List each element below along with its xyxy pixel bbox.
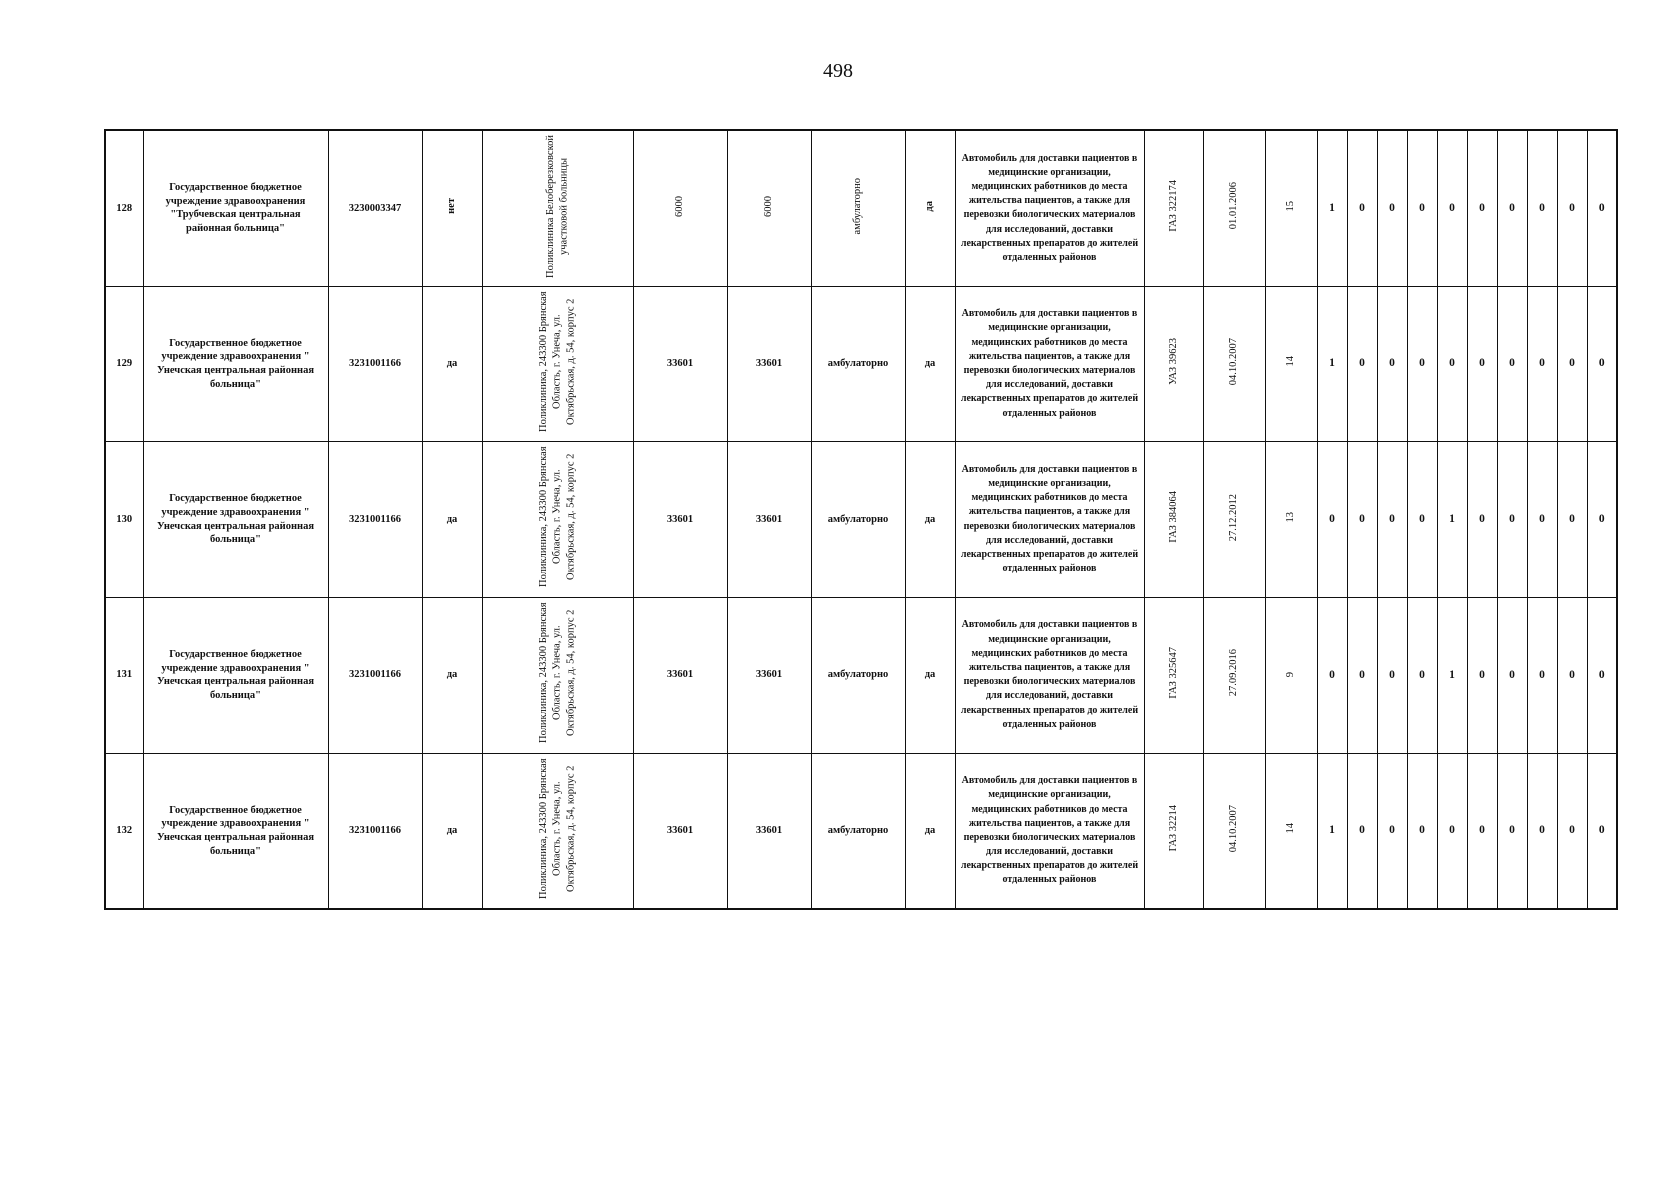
row-number-cell: 130 — [105, 442, 143, 598]
vehicle-model-cell — [1144, 597, 1203, 753]
oktmo-second-cell — [727, 130, 811, 286]
count-cell: 0 — [1377, 130, 1407, 286]
count-cell: 0 — [1437, 130, 1467, 286]
count-cell: 0 — [1467, 442, 1497, 598]
row-number-cell: 129 — [105, 286, 143, 442]
date-cell-text: 27.12.2012 — [1228, 493, 1240, 541]
inn-cell: 3231001166 — [328, 286, 422, 442]
age-cell — [1265, 442, 1317, 598]
age-cell-text: 9 — [1285, 672, 1297, 678]
organization-cell: Государственное бюджетное учреждение здравоохранения " Унечская центральная районная больница" — [143, 442, 328, 598]
count-cell: 0 — [1347, 286, 1377, 442]
yes-cell: да — [905, 753, 955, 909]
oktmo-second-cell-text: 6000 — [763, 195, 775, 217]
care-type-cell: амбулаторно — [811, 286, 905, 442]
table-row — [105, 286, 1617, 442]
vehicle-register-table — [104, 129, 1618, 910]
yes-cell — [905, 130, 955, 286]
age-cell-text: 14 — [1285, 356, 1297, 367]
date-cell-text: 01.01.2006 — [1228, 182, 1240, 230]
address-cell — [482, 442, 633, 598]
care-type-cell — [811, 130, 905, 286]
vehicle-model-cell-text: УАЗ 39623 — [1167, 338, 1179, 386]
yes-cell: да — [905, 442, 955, 598]
address-cell-text: Поликлиника, 243300 Брянская Область, г. Унеча, ул. Октябрьская, д. 54, корпус 2 — [538, 291, 577, 432]
vehicle-model-cell — [1144, 286, 1203, 442]
count-cell: 0 — [1587, 442, 1617, 598]
age-cell-text: 13 — [1285, 512, 1297, 523]
date-cell — [1203, 286, 1265, 442]
table-row — [105, 597, 1617, 753]
flag-cell: да — [422, 753, 482, 909]
flag-cell: да — [422, 286, 482, 442]
vehicle-model-cell — [1144, 130, 1203, 286]
date-cell — [1203, 130, 1265, 286]
row-number-cell: 131 — [105, 597, 143, 753]
count-cell: 0 — [1377, 597, 1407, 753]
vehicle-model-cell — [1144, 442, 1203, 598]
count-cell: 0 — [1467, 597, 1497, 753]
count-cell: 1 — [1437, 442, 1467, 598]
oktmo-cell — [633, 130, 727, 286]
count-cell: 0 — [1437, 753, 1467, 909]
count-cell: 1 — [1317, 286, 1347, 442]
count-cell: 0 — [1587, 286, 1617, 442]
table-row — [105, 753, 1617, 909]
oktmo-second-cell: 33601 — [727, 286, 811, 442]
date-cell-text: 04.10.2007 — [1228, 338, 1240, 386]
purpose-cell: Автомобиль для доставки пациентов в медицинские организации, медицинских работников до места жительства пациентов, а также для перевозки биологических материалов для исследований, доставки лекарственных препаратов до жителей отдаленных районов — [955, 286, 1144, 442]
count-cell: 0 — [1317, 597, 1347, 753]
count-cell: 0 — [1497, 597, 1527, 753]
count-cell: 0 — [1317, 442, 1347, 598]
count-cell: 0 — [1407, 753, 1437, 909]
page-number: 498 — [823, 60, 853, 82]
organization-cell: Государственное бюджетное учреждение здравоохранения " Унечская центральная районная больница" — [143, 597, 328, 753]
organization-cell: Государственное бюджетное учреждение здравоохранения " Унечская центральная районная больница" — [143, 753, 328, 909]
care-type-cell-text: амбулаторно — [852, 177, 864, 235]
count-cell: 0 — [1347, 753, 1377, 909]
count-cell: 0 — [1347, 442, 1377, 598]
count-cell: 0 — [1467, 753, 1497, 909]
address-cell — [482, 130, 633, 286]
address-cell-text: Поликлиника, 243300 Брянская Область, г. Унеча, ул. Октябрьская, д. 54, корпус 2 — [538, 447, 577, 588]
count-cell: 0 — [1587, 753, 1617, 909]
date-cell — [1203, 753, 1265, 909]
age-cell — [1265, 286, 1317, 442]
count-cell: 0 — [1467, 286, 1497, 442]
vehicle-model-cell-text: ГАЗ 32214 — [1167, 805, 1179, 852]
count-cell: 0 — [1557, 597, 1587, 753]
count-cell: 0 — [1407, 130, 1437, 286]
count-cell: 0 — [1557, 286, 1587, 442]
date-cell-text: 27.09.2016 — [1228, 649, 1240, 697]
count-cell: 0 — [1497, 442, 1527, 598]
oktmo-cell: 33601 — [633, 597, 727, 753]
count-cell: 0 — [1587, 130, 1617, 286]
table-row — [105, 130, 1617, 286]
count-cell: 0 — [1377, 442, 1407, 598]
inn-cell: 3231001166 — [328, 442, 422, 598]
vehicle-model-cell — [1144, 753, 1203, 909]
oktmo-second-cell: 33601 — [727, 442, 811, 598]
count-cell: 0 — [1527, 286, 1557, 442]
inn-cell: 3230003347 — [328, 130, 422, 286]
yes-cell: да — [905, 286, 955, 442]
count-cell: 0 — [1347, 130, 1377, 286]
count-cell: 0 — [1557, 753, 1587, 909]
count-cell: 0 — [1377, 286, 1407, 442]
flag-cell-text: нет — [446, 198, 458, 214]
purpose-cell: Автомобиль для доставки пациентов в медицинские организации, медицинских работников до места жительства пациентов, а также для перевозки биологических материалов для исследований, доставки лекарственных препаратов до жителей отдаленных районов — [955, 130, 1144, 286]
date-cell — [1203, 597, 1265, 753]
vehicle-model-cell-text: ГАЗ 384064 — [1167, 491, 1179, 544]
address-cell — [482, 753, 633, 909]
count-cell: 0 — [1347, 597, 1377, 753]
count-cell: 0 — [1497, 130, 1527, 286]
care-type-cell: амбулаторно — [811, 753, 905, 909]
count-cell: 0 — [1587, 597, 1617, 753]
address-cell-text: Поликлиника, 243300 Брянская Область, г. Унеча, ул. Октябрьская, д. 54, корпус 2 — [538, 758, 577, 899]
age-cell-text: 15 — [1285, 200, 1297, 212]
oktmo-cell-text: 6000 — [674, 195, 686, 217]
count-cell: 0 — [1467, 130, 1497, 286]
flag-cell: да — [422, 597, 482, 753]
inn-cell: 3231001166 — [328, 753, 422, 909]
organization-cell: Государственное бюджетное учреждение здравоохранения " Унечская центральная районная больница" — [143, 286, 328, 442]
date-cell-text: 04.10.2007 — [1228, 804, 1240, 853]
flag-cell: да — [422, 442, 482, 598]
vehicle-model-cell-text: ГАЗ 325647 — [1167, 647, 1179, 699]
count-cell: 0 — [1557, 130, 1587, 286]
date-cell — [1203, 442, 1265, 598]
table-body — [105, 130, 1617, 909]
count-cell: 0 — [1497, 753, 1527, 909]
organization-cell: Государственное бюджетное учреждение здравоохранения "Трубчевская центральная районная больница" — [143, 130, 328, 286]
age-cell-text: 14 — [1285, 823, 1297, 834]
count-cell: 1 — [1317, 753, 1347, 909]
oktmo-cell: 33601 — [633, 286, 727, 442]
oktmo-second-cell: 33601 — [727, 597, 811, 753]
count-cell: 0 — [1497, 286, 1527, 442]
count-cell: 0 — [1407, 442, 1437, 598]
age-cell — [1265, 597, 1317, 753]
count-cell: 0 — [1527, 130, 1557, 286]
address-cell — [482, 597, 633, 753]
row-number-cell: 132 — [105, 753, 143, 909]
count-cell: 0 — [1527, 753, 1557, 909]
purpose-cell: Автомобиль для доставки пациентов в медицинские организации, медицинских работников до места жительства пациентов, а также для перевозки биологических материалов для исследований, доставки лекарственных препаратов до жителей отдаленных районов — [955, 597, 1144, 753]
age-cell — [1265, 130, 1317, 286]
count-cell: 0 — [1557, 442, 1587, 598]
count-cell: 0 — [1527, 442, 1557, 598]
purpose-cell: Автомобиль для доставки пациентов в медицинские организации, медицинских работников до места жительства пациентов, а также для перевозки биологических материалов для исследований, доставки лекарственных препаратов до жителей отдаленных районов — [955, 753, 1144, 909]
vehicle-model-cell-text: ГАЗ 322174 — [1167, 180, 1179, 232]
yes-cell: да — [905, 597, 955, 753]
address-cell-text: Поликлиника, 243300 Брянская Область, г. Унеча, ул. Октябрьская, д. 54, корпус 2 — [538, 602, 577, 744]
oktmo-second-cell: 33601 — [727, 753, 811, 909]
table-row — [105, 442, 1617, 598]
count-cell: 0 — [1407, 597, 1437, 753]
count-cell: 1 — [1317, 130, 1347, 286]
row-number-cell: 128 — [105, 130, 143, 286]
inn-cell: 3231001166 — [328, 597, 422, 753]
oktmo-cell: 33601 — [633, 753, 727, 909]
age-cell — [1265, 753, 1317, 909]
count-cell: 0 — [1407, 286, 1437, 442]
care-type-cell: амбулаторно — [811, 597, 905, 753]
count-cell: 0 — [1437, 286, 1467, 442]
care-type-cell: амбулаторно — [811, 442, 905, 598]
count-cell: 0 — [1527, 597, 1557, 753]
flag-cell — [422, 130, 482, 286]
address-cell — [482, 286, 633, 442]
count-cell: 0 — [1377, 753, 1407, 909]
address-cell-text: Поликлиника Белоберезковской участковой больницы — [544, 134, 570, 278]
purpose-cell: Автомобиль для доставки пациентов в медицинские организации, медицинских работников до места жительства пациентов, а также для перевозки биологических материалов для исследований, доставки лекарственных препаратов до жителей отдаленных районов — [955, 442, 1144, 598]
oktmo-cell: 33601 — [633, 442, 727, 598]
count-cell: 1 — [1437, 597, 1467, 753]
yes-cell-text: да — [924, 200, 936, 212]
